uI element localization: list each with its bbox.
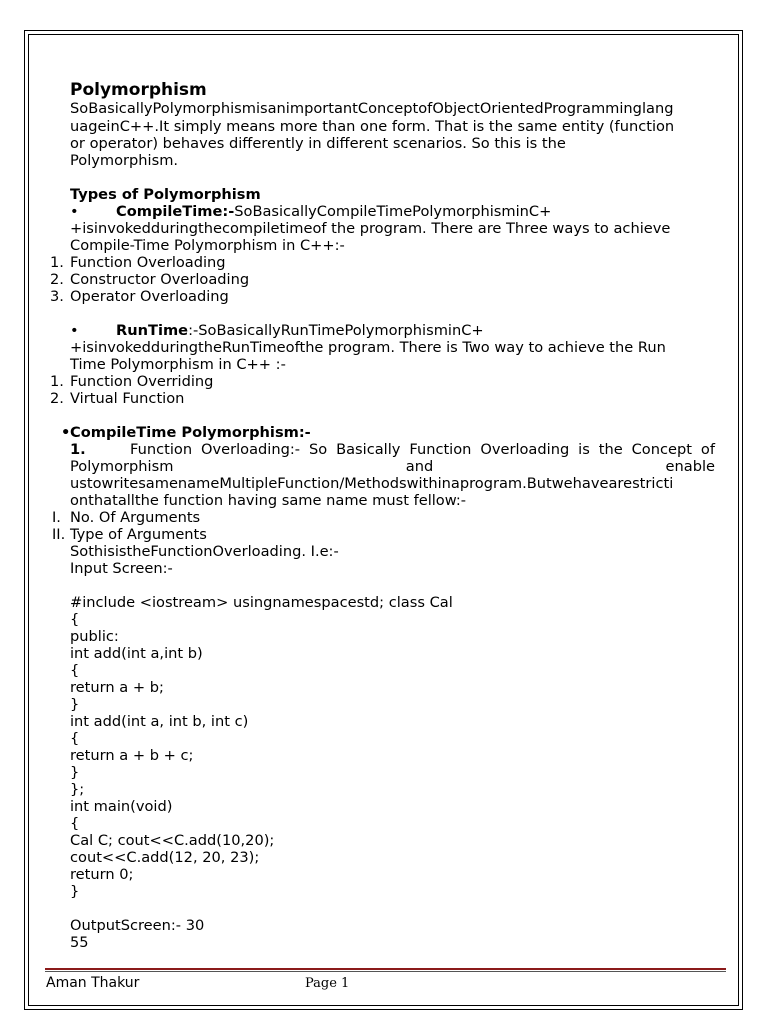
compile-bullet-line: +isinvokedduringthecompiletimeof the program. There are Three ways to achieve [70, 220, 671, 237]
list-number: 1. [50, 373, 64, 390]
list-number: II. [52, 526, 66, 543]
para-line-justified [130, 441, 715, 458]
intro-line: uageinC++.It simply means more than one form. That is the same entity (function [70, 118, 675, 135]
code-line: { [70, 815, 80, 832]
para-line-justified [70, 458, 715, 475]
word: enable [665, 458, 715, 475]
list-item: Type of Arguments [70, 526, 207, 543]
para-line: SothisistheFunctionOverloading. I.e:- [70, 543, 339, 560]
output-value: 55 [70, 934, 89, 951]
code-line: Cal C; cout<<C.add(10,20); [70, 832, 275, 849]
list-item: No. Of Arguments [70, 509, 201, 526]
code-line: { [70, 730, 80, 747]
intro-line: or operator) behaves differently in different scenarios. So this is the [70, 135, 566, 152]
code-line: { [70, 662, 80, 679]
word: the [598, 441, 623, 458]
intro-line: SoBasicallyPolymorphismisanimportantConceptofObjectOrientedProgramminglang [70, 100, 674, 117]
code-line: }; [70, 781, 85, 798]
list-item: Function Overloading [70, 254, 226, 271]
word: Overloading [480, 441, 570, 458]
footer-rule-thin [45, 971, 726, 972]
runtime-bullet-first-line [116, 322, 484, 339]
para-line: ustowritesamenameMultipleFunction/Methodswithinaprogram.Butwehavearestricti [70, 475, 674, 492]
list-number: 2. [50, 390, 64, 407]
footer-page-number: Page 1 [305, 976, 350, 991]
code-line: return a + b + c; [70, 747, 194, 764]
list-number: 3. [50, 288, 64, 305]
input-label: Input Screen:- [70, 560, 173, 577]
word: So [308, 441, 328, 458]
bullet-icon: • [70, 203, 79, 220]
list-item: Constructor Overloading [70, 271, 250, 288]
code-line: return 0; [70, 866, 134, 883]
bullet-icon: • [70, 322, 79, 339]
compile-bullet-first-line [116, 203, 551, 220]
code-line: } [70, 696, 80, 713]
code-line: { [70, 611, 80, 628]
runtime-bullet-line: +isinvokedduringtheRunTimeofthe program. There is Two way to achieve the Run [70, 339, 666, 356]
compile-label: CompileTime:- [116, 203, 235, 220]
code-line: } [70, 764, 80, 781]
compile-text: SoBasicallyCompileTimePolymorphisminC+ [234, 203, 552, 220]
word: is [578, 441, 590, 458]
code-line: public: [70, 628, 119, 645]
code-line: cout<<C.add(12, 20, 23); [70, 849, 260, 866]
code-line: return a + b; [70, 679, 164, 696]
list-number: I. [52, 509, 61, 526]
word: Function [130, 441, 193, 458]
section-heading: CompileTime Polymorphism:- [70, 424, 311, 441]
word: Basically [336, 441, 401, 458]
word: and [405, 458, 434, 475]
list-number: 2. [50, 271, 64, 288]
list-item: Operator Overloading [70, 288, 229, 305]
word: of [700, 441, 715, 458]
code-line: #include <iostream> usingnamespacestd; class Cal [70, 594, 453, 611]
code-line: } [70, 883, 80, 900]
word: Function [409, 441, 472, 458]
runtime-bullet-line: Time Polymorphism in C++ :- [70, 356, 286, 373]
word: Overloading:- [201, 441, 301, 458]
para-line: onthatallthe function having same name must fellow:- [70, 492, 467, 509]
bullet-icon: • [61, 424, 71, 441]
code-line: int add(int a,int b) [70, 645, 203, 662]
runtime-label: RunTime [116, 322, 189, 339]
code-line: int main(void) [70, 798, 173, 815]
types-heading: Types of Polymorphism [70, 186, 261, 203]
footer-author: Aman Thakur [46, 975, 140, 991]
word: Concept [631, 441, 692, 458]
code-line: int add(int a, int b, int c) [70, 713, 249, 730]
intro-line: Polymorphism. [70, 152, 179, 169]
list-number: 1. [50, 254, 64, 271]
compile-bullet-line: Compile-Time Polymorphism in C++:- [70, 237, 345, 254]
word: Polymorphism [70, 458, 174, 475]
list-item: Virtual Function [70, 390, 185, 407]
output-label: OutputScreen:- 30 [70, 917, 205, 934]
runtime-text: :-SoBasicallyRunTimePolymorphisminC+ [188, 322, 484, 339]
footer-rule [45, 968, 726, 970]
page-title: Polymorphism [70, 80, 207, 100]
list-item: Function Overriding [70, 373, 214, 390]
section-number: 1. [70, 441, 86, 458]
